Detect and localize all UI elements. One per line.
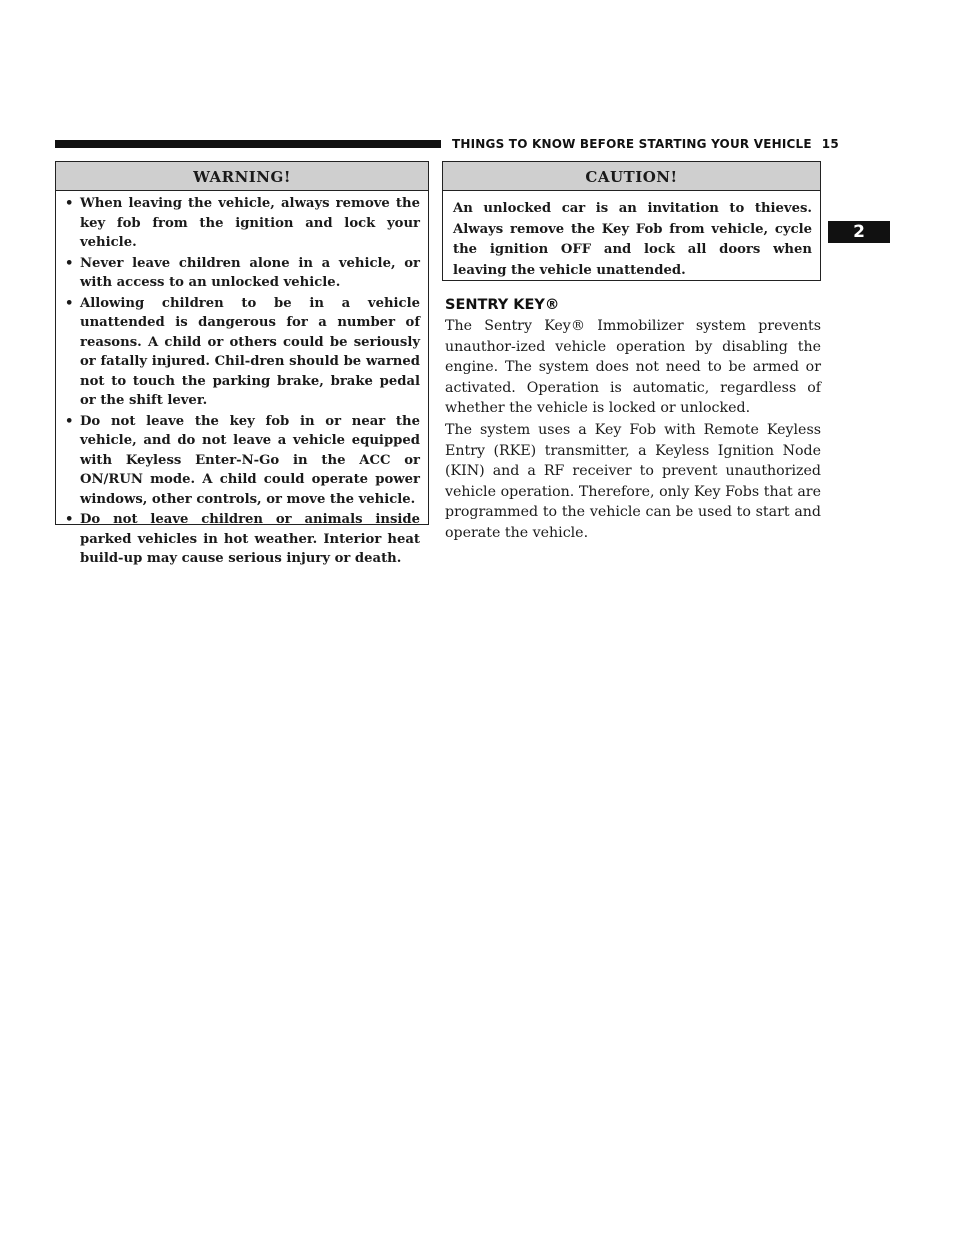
running-header [452, 137, 839, 151]
header-rule [55, 140, 441, 148]
caution-title: CAUTION! [443, 162, 820, 191]
warning-item [64, 254, 420, 293]
warning-list [56, 191, 428, 569]
running-header-title: THINGS TO KNOW BEFORE STARTING YOUR VEHICLE [452, 137, 812, 151]
warning-title: WARNING! [56, 162, 428, 191]
warning-item [64, 194, 420, 253]
warning-item-text: Do not leave children or animals inside parked vehicles in hot weather. Interior heat build-up may cause serious injury or death. [80, 512, 420, 566]
warning-item-text: Allowing children to be in a vehicle unattended is dangerous for a number of reasons. A child or others could be seriously or fatally injured. Chil-dren should be warned not to touch the parking brake, brake pedal or the shift lever. [80, 295, 420, 408]
warning-item-text: Do not leave the key fob in or near the vehicle, and do not leave a vehicle equipped with Keyless Enter-N-Go in the ACC or ON/RUN mode. A child could operate power windows, other controls, or move the vehicle. [80, 413, 420, 507]
page-number: 15 [821, 137, 839, 151]
bullet-icon: • [65, 255, 74, 271]
bullet-icon: • [65, 196, 74, 211]
bullet-icon: • [65, 295, 74, 311]
caution-text: An unlocked car is an invitation to thieves. Always remove the Key Fob from vehicle, cycle the ignition OFF and lock all doors when leaving the vehicle unattended. [453, 201, 812, 278]
warning-item-text: Never leave children alone in a vehicle, or with access to an unlocked vehicle. [80, 255, 420, 290]
warning-item [64, 510, 420, 569]
bullet-icon: • [65, 413, 74, 429]
warning-box [55, 161, 429, 566]
warning-item [64, 412, 420, 510]
caution-box [442, 161, 821, 281]
chapter-tab: 2 [828, 221, 890, 243]
bullet-icon: • [65, 512, 74, 527]
section-heading-sentry-key: SENTRY KEY® [445, 297, 560, 313]
warning-item-text: When leaving the vehicle, always remove the key fob from the ignition and lock your vehicle. [80, 196, 420, 250]
warning-item [64, 294, 420, 411]
body-paragraph: The system uses a Key Fob with Remote Keyless Entry (RKE) transmitter, a Keyless Ignition Node (KIN) and a RF receiver to prevent unauthorized vehicle operation. Therefore, only Key Fobs that are programmed to the vehicle can be used to start and operate the vehicle. [445, 422, 821, 541]
body-paragraph: The Sentry Key® Immobilizer system prevents unauthor-ized vehicle operation by disabling the engine. The system does not need to be armed or activated. Operation is automatic, regardless of whether the vehicle is locked or unlocked. [445, 318, 821, 417]
